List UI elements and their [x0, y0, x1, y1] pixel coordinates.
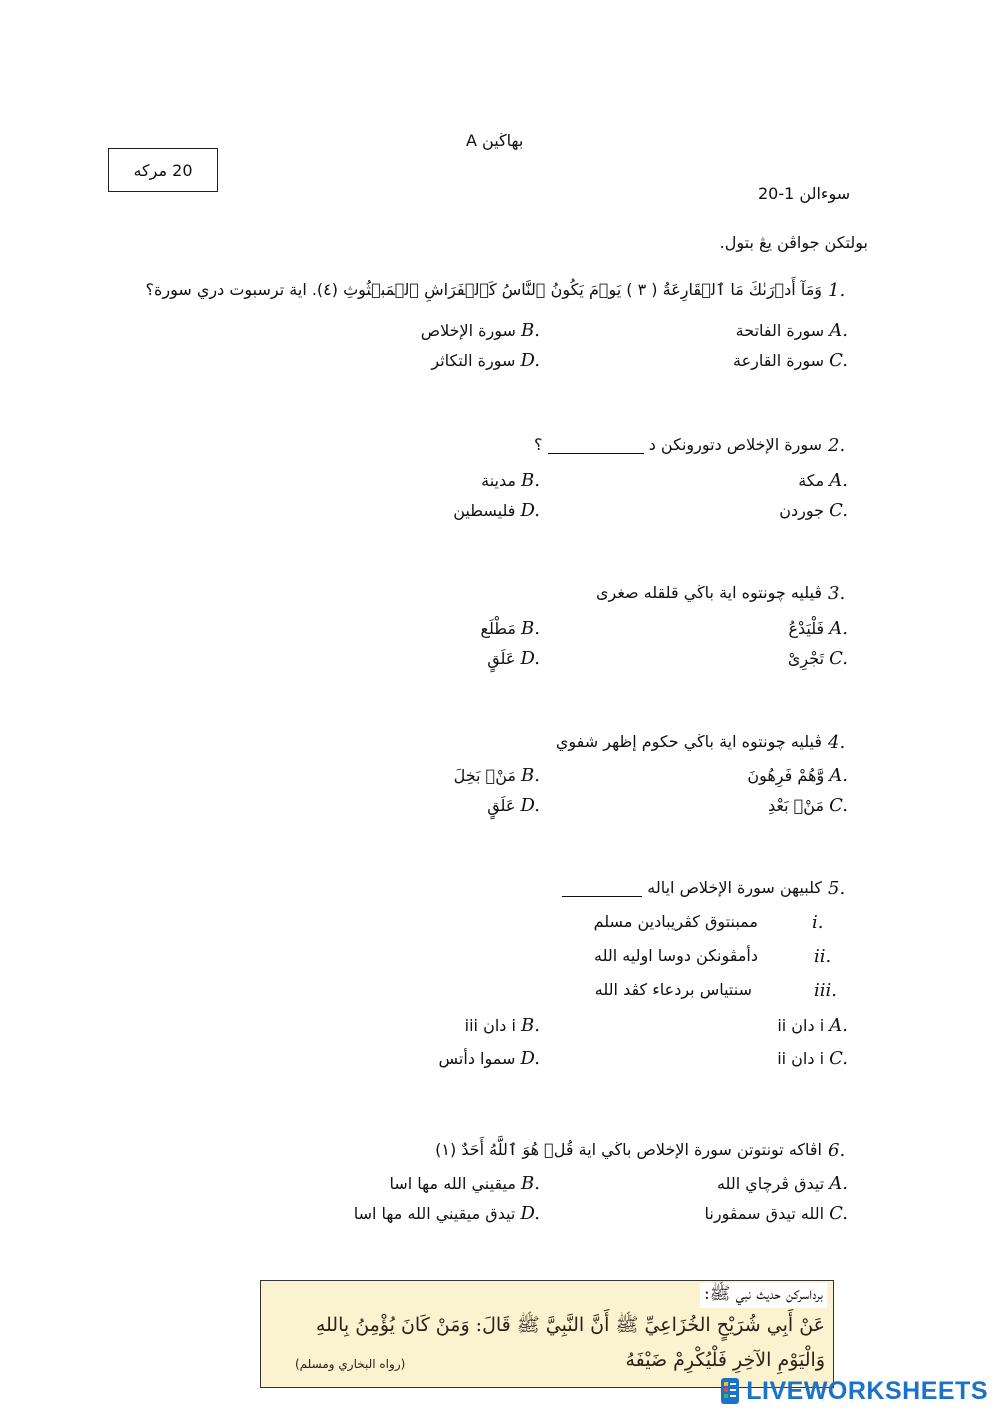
marks-box: 20 مركه: [108, 148, 218, 192]
q1-option-a[interactable]: سورة الفاتحة A.: [735, 320, 848, 341]
q5-answer-blank[interactable]: [562, 896, 642, 897]
question-1-stem: وَمَآ أَدۡرَىٰكَ مَا ٱلۡقَارِعَةُ ( ٣ ) يَوۡمَ يَكُونُ ٱلنَّاسُ كَٱلۡفَرَاشِ ٱلۡمَبۡثُوثِ (٤). اية ترسبوت دري سورة؟: [145, 280, 822, 299]
q1-option-d[interactable]: سورة التكاثر D.: [431, 350, 540, 371]
question-3-number: 3.: [828, 583, 846, 604]
question-5-number: 5.: [828, 878, 846, 899]
q2-option-d[interactable]: فليسطين D.: [453, 500, 540, 521]
q6-option-d[interactable]: تيدق ميقيني الله مها اسا D.: [353, 1203, 540, 1224]
hadith-heading: برداسركن حديث نبي ﷺ:: [700, 1283, 827, 1308]
question-6-stem: اڤاكه تونتوتن سورة الإخلاص باڬي اية قُلۡ هُوَ ٱللَّهُ أَحَدٌ (١): [435, 1140, 822, 1159]
q5-sub-i-label: i.: [812, 912, 824, 933]
question-2-stem: سورة الإخلاص دتورونكن د ؟: [534, 435, 822, 454]
q5-sub-iii-label: iii.: [814, 980, 837, 1001]
liveworksheets-logo-icon: [720, 1377, 740, 1405]
q4-option-c[interactable]: مَنْۢ بَعْدِ C.: [768, 795, 848, 816]
q6-option-b[interactable]: ميقيني الله مها اسا B.: [389, 1173, 540, 1194]
section-title: بهاڬين A: [466, 131, 524, 150]
q2-option-c[interactable]: جوردن C.: [779, 500, 848, 521]
question-2-number: 2.: [828, 435, 846, 456]
questions-range: سوءالن 1-20: [758, 184, 851, 203]
question-4-number: 4.: [828, 732, 846, 753]
q4-option-b[interactable]: مَنْۢ بَخِلَ B.: [453, 765, 540, 786]
q4-option-a[interactable]: وَّهُمْ فَرِهُونَ A.: [747, 765, 848, 786]
q2-answer-blank[interactable]: [548, 453, 644, 454]
hadith-image: [260, 1280, 834, 1388]
q5-sub-i-text: ممبنتوق كڤريبادين مسلم: [593, 912, 758, 931]
question-6-number: 6.: [828, 1140, 846, 1161]
q5-option-a[interactable]: i دان ii A.: [777, 1015, 848, 1036]
q3-option-a[interactable]: فَلْيَدْعُ A.: [788, 618, 848, 639]
q5-sub-ii-label: ii.: [814, 946, 832, 967]
question-5-stem: كلبيهن سورة الإخلاص اياله: [562, 878, 822, 897]
q1-option-c[interactable]: سورة القارعة C.: [733, 350, 848, 371]
q6-option-a[interactable]: تيدق ڤرچاي الله A.: [716, 1173, 848, 1194]
q1-option-b[interactable]: سورة الإخلاص B.: [420, 320, 540, 341]
question-4-stem: ڤيليه چونتوه اية باڬي حكوم إظهر شفوي: [555, 732, 822, 751]
question-3-stem: ڤيليه چونتوه اية باڬي قلقله صغرى: [595, 583, 822, 602]
q5-option-c[interactable]: i دان ii C.: [777, 1048, 848, 1069]
q5-option-b[interactable]: i دان iii B.: [464, 1015, 540, 1036]
q2-option-a[interactable]: مكة A.: [798, 470, 848, 491]
hadith-line-2: وَالْيَوْمِ الآخِرِ فَلْيُكْرِمْ ضَيْفَهُ: [625, 1349, 825, 1371]
q3-option-b[interactable]: مَطْلَع B.: [480, 618, 540, 639]
q5-option-d[interactable]: سموا دأتس D.: [438, 1048, 540, 1069]
instruction-text: بولتكن جواڤن يڠ بتول.: [719, 233, 868, 252]
hadith-line-1: عَنْ أَبِي شُرَيْحٍ الخُزَاعِيِّ ﷺ أَنَّ النَّبِيَّ ﷺ قَالَ: وَمَنْ كَانَ يُؤْمِنُ بِاللهِ: [315, 1314, 825, 1336]
q2-option-b[interactable]: مدينة B.: [481, 470, 540, 491]
q3-option-d[interactable]: عَلَقٍ D.: [487, 648, 540, 669]
q5-sub-ii-text: دأمڤونكن دوسا اوليه الله: [593, 946, 758, 965]
hadith-source: (رواه البخاري ومسلم): [295, 1357, 406, 1371]
q5-sub-iii-text: سنتياس بردعاء كڤد الله: [594, 980, 752, 999]
q3-option-c[interactable]: تَجْرِىْ C.: [787, 648, 848, 669]
question-1-number: 1.: [828, 280, 846, 301]
liveworksheets-logo-text: LIVEWORKSHEETS: [746, 1376, 988, 1405]
q4-option-d[interactable]: عَلَقٍ D.: [487, 795, 540, 816]
q6-option-c[interactable]: الله تيدق سمڤورنا C.: [704, 1203, 848, 1224]
liveworksheets-logo: [720, 1374, 988, 1408]
